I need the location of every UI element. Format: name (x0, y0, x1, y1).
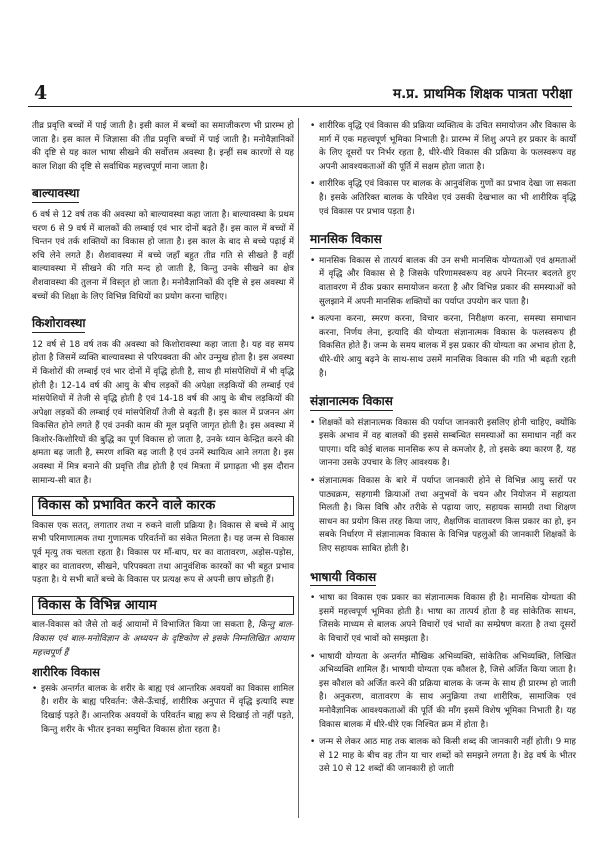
column-divider (298, 118, 299, 818)
list-item: • शारीरिक वृद्धि एवं विकास की प्रक्रिया व्यक्तित्व के उचित समायोजन और विकास के मार्ग में एक महत्त्वपूर्ण भूमिका निभाती है। प्रारम्भ में शिशु अपने हर प्रकार के कार्यों के लिए दूसरों पर निर्भर रहता है, धीरे-धीरे विकास की प्रक्रिया के फलस्वरूप वह अपनी आवश्यकताओं की पूर्ति में सक्षम होता जाता है। (310, 121, 576, 172)
running-title: म.प्र. प्राथमिक शिक्षक पात्रता परीक्षा (393, 86, 572, 102)
language-list (310, 592, 576, 777)
adolescence-heading: किशोरावस्था (32, 317, 85, 333)
list-item: • भाषायी योग्यता के अन्तर्गत मौखिक अभिव्यक्ति, सांकेतिक अभिव्यक्ति, लिखित अभिव्यक्ति शामिल हैं। भाषायी योग्यता एक कौशल है, जिसे अर्जित किया जाता है। इस कौशल को अर्जित करने की प्रक्रिया बालक के जन्म के साथ ही प्रारम्भ हो जाती है। अनुकरण, वातावरण के साथ अनुक्रिया तथा शारीरिक, सामाजिक एवं मनोवैज्ञानिक आवश्यकताओं की पूर्ति की माँग इसमें विशेष भूमिका निभाती है। यह विकास बालक में धीरे-धीरे एक निश्चित क्रम में होता है। (310, 651, 576, 730)
childhood-paragraph: 6 वर्ष से 12 वर्ष तक की अवस्था को बाल्यावस्था कहा जाता है। बाल्यावस्था के प्रथम चरण 6 से 9 वर्ष में बालकों की लम्बाई एवं भार दोनों बढ़ते हैं। इस काल में बच्चों में चिन्तन एवं तर्क शक्तियों का विकास हो जाता है। इस काल के बाद से बच्चे पढ़ाई में रुचि लेने लगते हैं। शैशवावस्था में बच्चे जहाँ बहुत तीव्र गति से सीखते हैं वहीं बाल्यावस्था में सीखने की गति मन्द हो जाती है, किन्तु उनके सीखने का क्षेत्र शैशवावस्था की तुलना में विस्तृत हो जाता है। मनोवैज्ञानिकों की दृष्टि से इस अवस्था में बच्चों की शिक्षा के लिए विभिन्न विधियों का प्रयोग करना चाहिए। (32, 209, 294, 302)
list-item: • शारीरिक वृद्धि एवं विकास पर बालक के आनुवंशिक गुणों का प्रभाव देखा जा सकता है। इसके अतिरिक्त बालक के परिवेश एवं उसकी देखभाल का भी शारीरिक वृद्धि एवं विकास पर प्रभाव पड़ता है। (310, 179, 576, 217)
cognitive-list (310, 417, 576, 557)
bullet-icon: • (310, 121, 316, 131)
dimensions-text: बाल-विकास को जैसे तो कई आयामों में विभाजित किया जा सकता है, (32, 620, 255, 631)
dimensions-heading: विकास के विभिन्न आयाम (32, 596, 294, 616)
adolescence-paragraph: 12 वर्ष से 18 वर्ष तक की अवस्था को किशोरावस्था कहा जाता है। यह वह समय होता है जिसमें व्यक्ति बाल्यावस्था से परिपक्वता की ओर उन्मुख होता है। इस अवस्था में किशोरों की लम्बाई एवं भार दोनों में वृद्धि होती है, साथ ही मांसपेशियों में भी वृद्धि होती है। 12-14 वर्ष की आयु के बीच लड़कों की अपेक्षा लड़कियों की लम्बाई एवं मांसपेशियों में तेजी से वृद्धि होती है एवं 14-18 वर्ष की आयु के बीच लड़कियों की अपेक्षा लड़कों की लम्बाई एवं मांसपेशियाँ तेजी से बढ़ती हैं। इस काल में प्रजनन अंग विकसित होने लगते हैं एवं उनकी काम की मूल प्रवृत्ति जागृत होती है। इस अवस्था में किशोर-किशोरियों की बुद्धि का पूर्ण विकास हो जाता है, उनके ध्यान केन्द्रित करने की क्षमता बढ़ जाती है, स्मरण शक्ति बढ़ जाती है एवं उनमें स्थायित्व आने लगता है। इस अवस्था में मित्र बनाने की प्रवृत्ति तीव्र होती है एवं मित्रता में प्रगाढ़ता भी इस दौरान सामान्य-सी बात है। (32, 339, 294, 486)
factors-heading: विकास को प्रभावित करने वाले कारक (32, 496, 294, 516)
list-item: • मानसिक विकास से तात्पर्य बालक की उन सभी मानसिक योग्यताओं एवं क्षमताओं में वृद्धि और विकास से है जिसके परिणामस्वरूप वह अपने निरन्तर बदलते हुए वातावरण में ठीक प्रकार समायोजन करता है और विभिन्न प्रकार की समस्याओं को सुलझाने में अपनी मानसिक शक्तियों का पर्याप्त उपयोग कर पाता है। (310, 255, 576, 307)
dimensions-paragraph (32, 619, 294, 660)
physical-heading: शारीरिक विकास (32, 665, 100, 680)
mental-list (310, 255, 576, 381)
factors-paragraph: विकास एक सतत्, लगातार तथा न रुकने वाली प्रक्रिया है। विकास से बच्चे में आयु सभी परिमाणात्मक तथा गुणात्मक परिवर्तनों का संकेत मिलता है। यह जन्म से विकास पूर्व मृत्यु तक चलता रहता है। विकास पर माँ-बाप, घर का वातावरण, अड़ोस-पड़ोस, बाहर का वातावरण, सीखने, परिपक्वता तथा आनुवंशिक कारकों का भी बहुत प्रभाव पड़ता है। ये सभी बातें बच्चे के विकास पर प्रत्यक्ष रूप से अपनी छाप छोड़ती हैं। (32, 520, 294, 586)
cognitive-heading: संज्ञानात्मक विकास (310, 395, 393, 411)
physical-list (32, 683, 294, 737)
dimensions-italic-text: किन्तु बाल-विकास एवं बाल-मनोविज्ञान के अध्ययन के दृष्टिकोण से इसके निम्नलिखित आयाम महत्त्वपूर्ण हैं (32, 620, 294, 658)
childhood-heading: बाल्यावस्था (32, 187, 79, 203)
physical-list-continued (310, 120, 576, 219)
mental-heading: मानसिक विकास (310, 233, 382, 249)
left-column (32, 120, 294, 741)
list-item: • संज्ञानात्मक विकास के बारे में पर्याप्त जानकारी होने से विभिन्न आयु स्तरों पर पाठ्यक्रम, सहगामी क्रियाओं तथा अनुभवों के चयन और नियोजन में सहायता मिलती है। किस विषि और तरीके से पढ़ाया जाए, सहायक सामग्री तथा शिक्षण साधन का प्रयोग किस तरह किया जाए, शैक्षणिक वातावरण किस प्रकार का हो, इन सबके निर्धारण में संज्ञानात्मक विकास के विभिन्न पहलुओं की जानकारी शिक्षकों के लिए सहायक साबित होती है। (310, 476, 576, 555)
list-item: • जन्म से लेकर आठ माह तक बालक को किसी शब्द की जानकारी नहीं होती। 9 माह से 12 माह के बीच वह तीन या चार शब्दों को समझने लगता है। डेढ़ वर्ष के भीतर उसे 10 से 12 शब्दों की जानकारी हो जाती (310, 737, 576, 775)
list-item: • भाषा का विकास एक प्रकार का संज्ञानात्मक विकास ही है। मानसिक योग्यता की इसमें महत्त्वपूर्ण भूमिका होती है। भाषा का तात्पर्य होता है वह सांकेतिक साधन, जिसके माध्यम से बालक अपने विचारों एवं भावों का सम्प्रेषण करता है तथा दूसरों के विचारों एवं भावों को समझता है। (310, 593, 576, 644)
bullet-icon: • (310, 651, 316, 662)
language-heading: भाषायी विकास (310, 571, 376, 587)
list-item: • शिक्षकों को संज्ञानात्मक विकास की पर्याप्त जानकारी इसलिए होनी चाहिए, क्योंकि इसके अभाव में वह बालकों की इससे सम्बन्धित समस्याओं का समाधान नहीं कर पाएगा। यदि कोई बालक मानसिक रूप से कमजोर है, तो इसके क्या कारण हैं, यह जानना उसके उपचार के लिए आवश्यक है। (310, 417, 576, 469)
intro-paragraph: तीव्र प्रवृत्ति बच्चों में पाई जाती है। इसी काल में बच्चों का समाजीकरण भी प्रारम्भ हो जाता है। इस काल में जिज्ञासा की तीव्र प्रवृत्ति बच्चों में पाई जाती है। मनोवैज्ञानिकों की दृष्टि से यह काल भाषा सीखने की सर्वोत्तम अवस्था है। इन्हीं सब कारणों से यह काल शिक्षा की दृष्टि से सर्वाधिक महत्त्वपूर्ण माना जाता है। (32, 121, 294, 172)
bullet-icon: • (310, 593, 316, 604)
list-item: • इसके अन्तर्गत बालक के शरीर के बाह्य एवं आन्तरिक अवयवों का विकास शामिल है। शरीर के बाह्य परिवर्तन: जैसे-ऊँचाई, शारीरिक अनुपात में वृद्धि इत्यादि स्पष्ट दिखाई पड़ते हैं। आन्तरिक अवयवों के परिवर्तन बाह्य रूप से दिखाई तो नहीं पड़ते, किन्तु शरीर के भीतर इनका समुचित विकास होता रहता है। (32, 683, 294, 735)
page-header (28, 84, 572, 107)
list-item: • कल्पना करना, स्मरण करना, विचार करना, निरीक्षण करना, समस्या समाधान करना, निर्णय लेना, इत्यादि की योग्यता संज्ञानात्मक विकास के फलस्वरूप ही विकसित होते हैं। जन्म के समय बालक में इस प्रकार की योग्यता का अभाव होता है, धीरे-धीरे आयु बढ़ने के साथ-साथ उसमें मानसिक विकास की गति भी बढ़ती रहती है। (310, 314, 576, 379)
bullet-icon: • (310, 255, 316, 266)
bullet-icon: • (310, 179, 316, 190)
bullet-icon: • (310, 737, 316, 748)
bullet-icon: • (310, 314, 316, 325)
page-number: 4 (34, 82, 48, 104)
bullet-icon: • (310, 417, 316, 428)
bullet-icon: • (310, 476, 316, 487)
right-column (310, 120, 576, 781)
bullet-icon: • (32, 683, 38, 694)
